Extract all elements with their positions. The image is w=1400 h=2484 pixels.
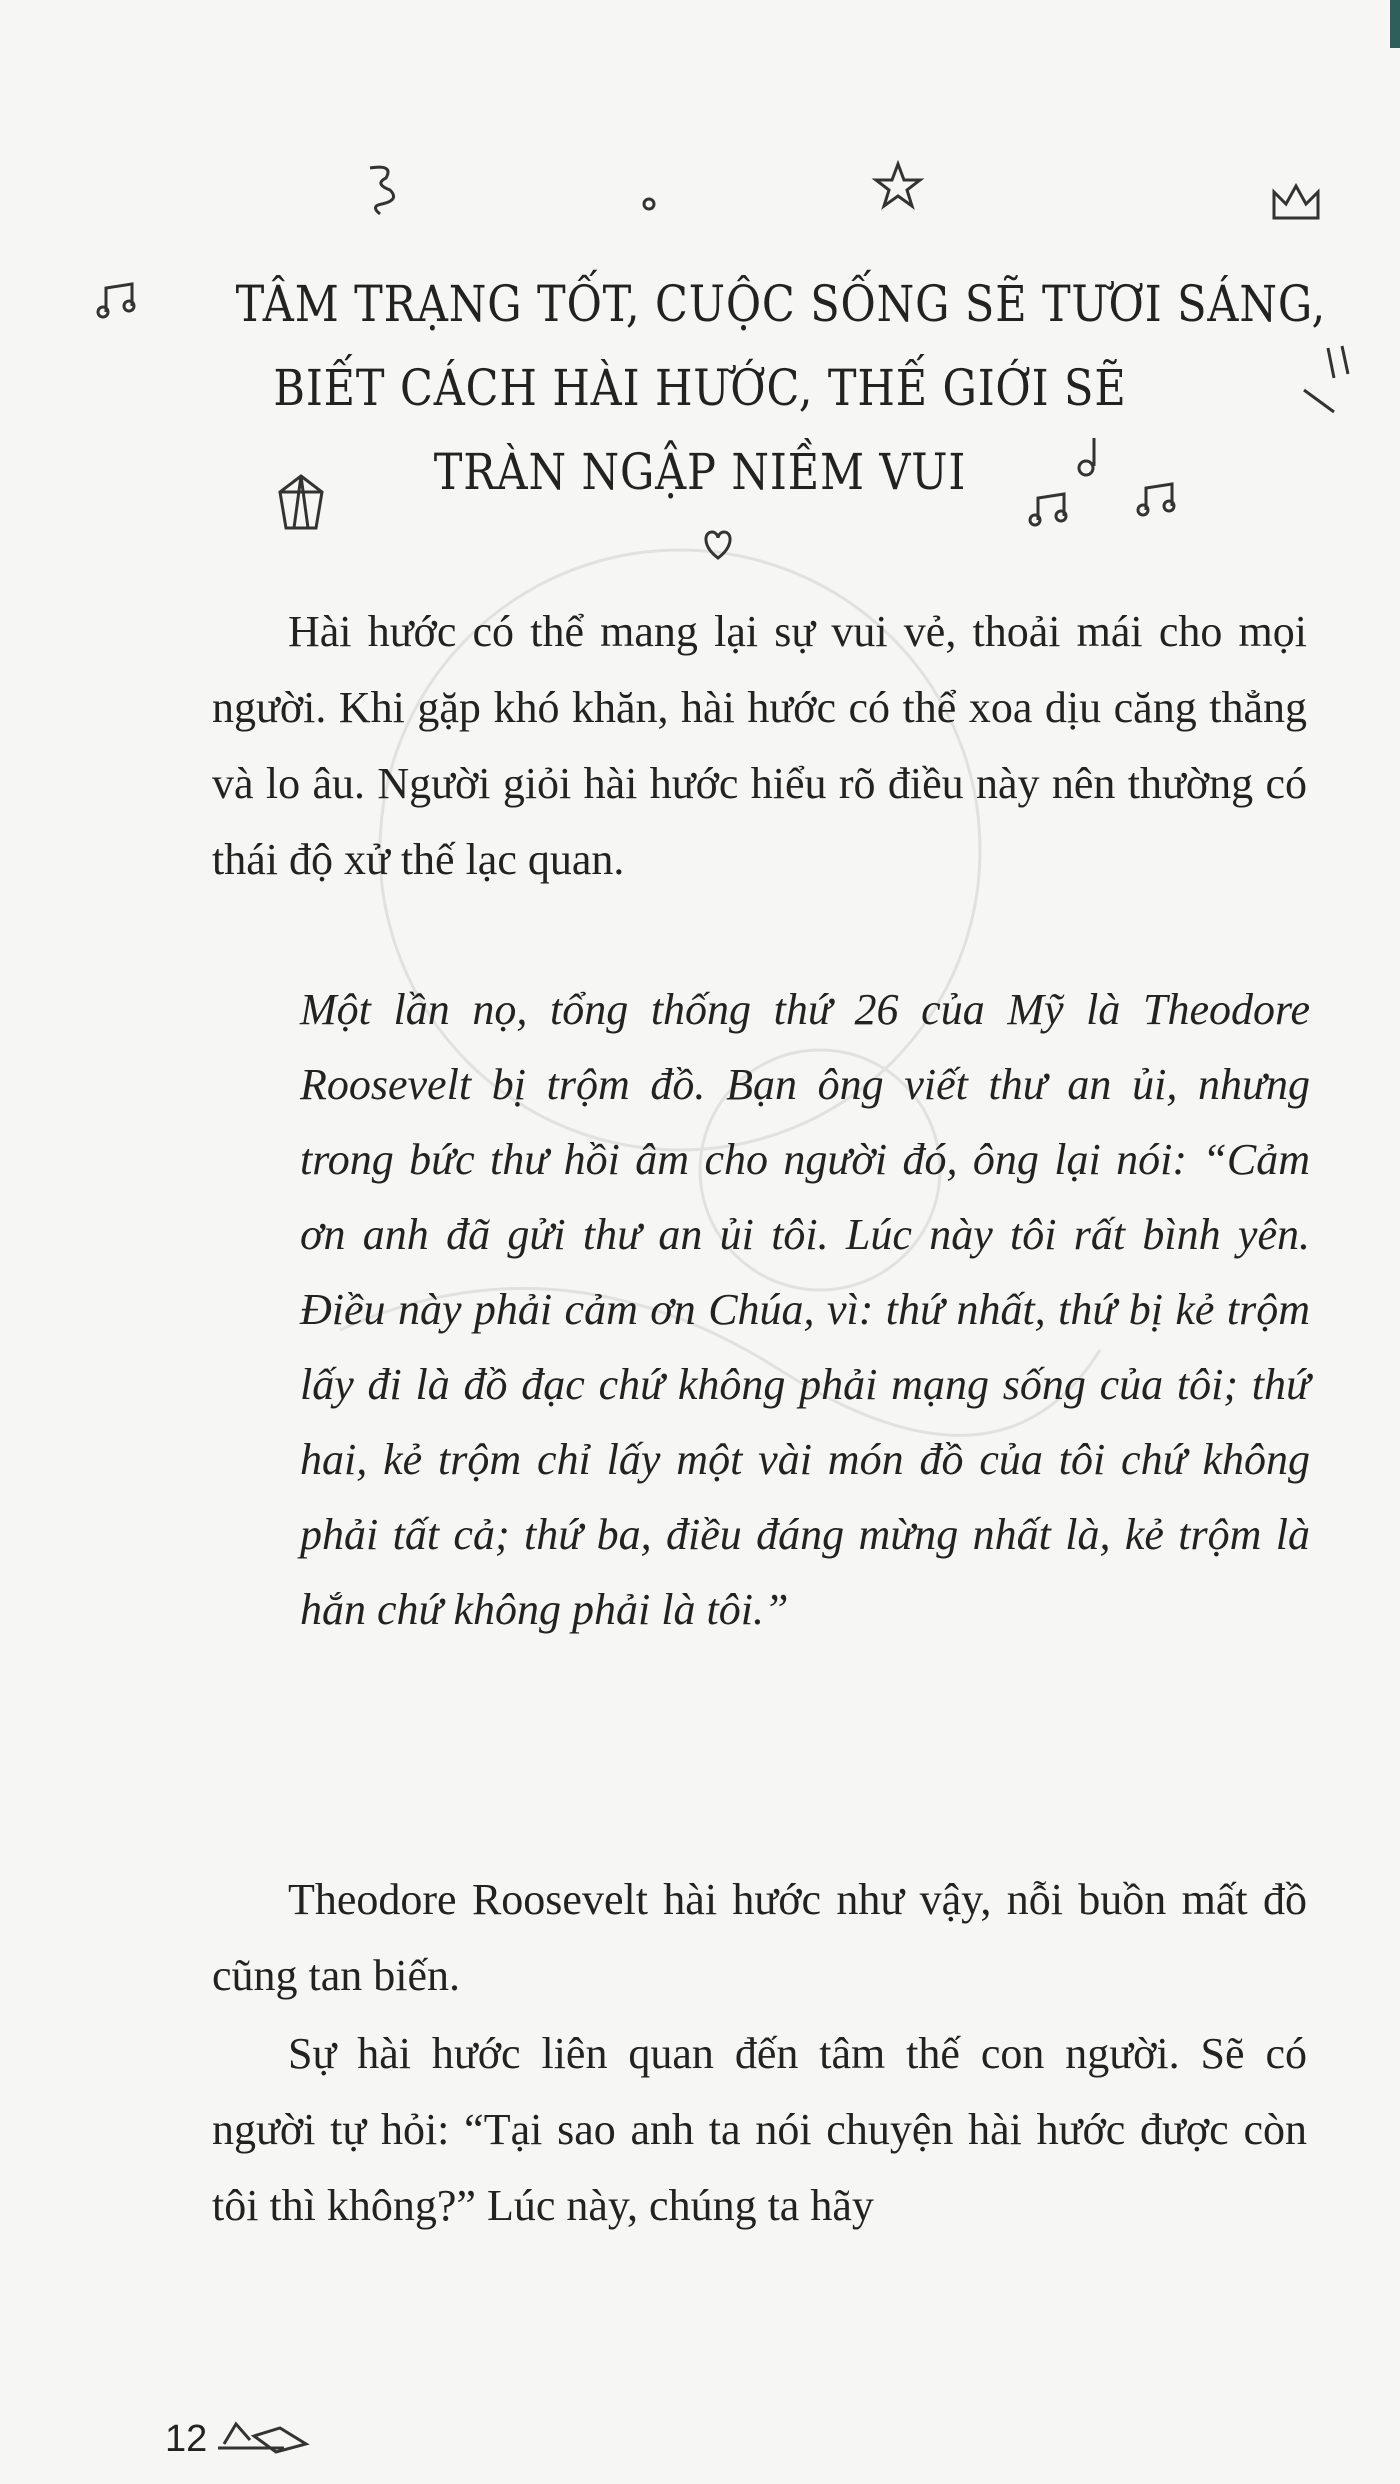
- title-line: TRÀN NGẬP NIỀM VUI: [433, 443, 967, 501]
- music-note-icon: [96, 278, 142, 320]
- intro-paragraph: [212, 594, 1307, 898]
- tick-marks-icon: [1298, 338, 1358, 418]
- roosevelt-anecdote: [300, 972, 1310, 1647]
- page-number: [165, 2418, 207, 2461]
- page-title: [235, 262, 1327, 514]
- quote-text: Một lần nọ, tổng thống thứ 26 của Mỹ là Theodore Roosevelt bị trộm đồ. Bạn ông viết thư an ủi, nhưng trong bức thư hồi âm cho người đó, ông lại nói: “Cảm ơn anh đã gửi thư an ủi tôi. Lúc này tôi rất bình yên. Điều này phải cảm ơn Chúa, vì: thứ nhất, thứ bị kẻ trộm lấy đi là đồ đạc chứ không phải mạng sống của tôi; thứ hai, kẻ trộm chỉ lấy một vài món đồ của tôi chứ không phải tất cả; thứ ba, điều đáng mừng nhất là, kẻ trộm là hắn chứ không phải là tôi.”: [300, 985, 1310, 1634]
- small-circle-icon: [641, 196, 657, 212]
- star-icon: [870, 158, 926, 214]
- title-line: TÂM TRẠNG TỐT, CUỘC SỐNG SẼ TƯƠI SÁNG,: [235, 275, 1327, 333]
- page-number-text: 12: [165, 2418, 208, 2460]
- paragraph-text: Theodore Roosevelt hài hước như vậy, nỗi buồn mất đồ cũng tan biến.: [212, 1875, 1307, 2000]
- mindset-paragraph: [212, 2016, 1307, 2244]
- crown-icon: [1268, 178, 1324, 228]
- roosevelt-conclusion-paragraph: [212, 1862, 1307, 2014]
- paragraph-text: Sự hài hước liên quan đến tâm thế con người. Sẽ có người tự hỏi: “Tại sao anh ta nói chuyện hài hước được còn tôi thì không?” Lúc này, chúng ta hãy: [212, 2029, 1307, 2230]
- pencil-icon: [214, 2414, 314, 2458]
- heart-icon: [698, 524, 738, 564]
- page-edge-tab: [1390, 0, 1400, 48]
- paragraph-text: Hài hước có thể mang lại sự vui vẻ, thoải mái cho mọi người. Khi gặp khó khăn, hài hước có thể xoa dịu căng thẳng và lo âu. Người giỏi hài hước hiểu rõ điều này nên thường có thái độ xử thế lạc quan.: [212, 607, 1307, 884]
- title-line: BIẾT CÁCH HÀI HƯỚC, THẾ GIỚI SẼ: [273, 359, 1127, 417]
- swirl-icon: [360, 160, 404, 220]
